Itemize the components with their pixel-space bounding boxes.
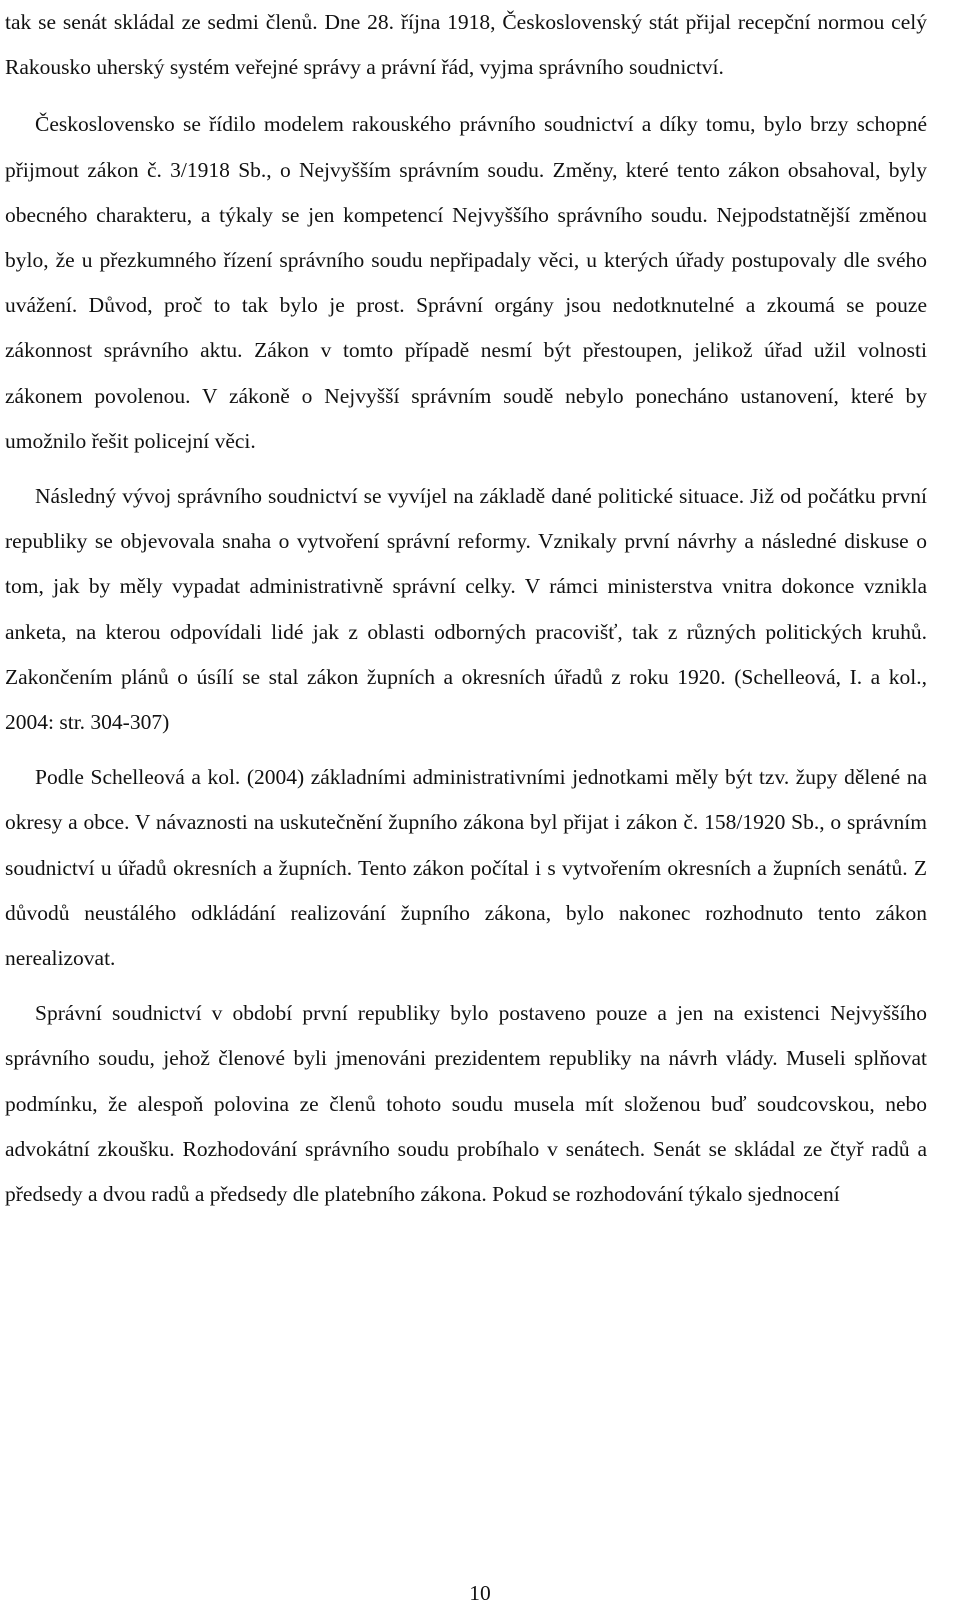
paragraph-4: Podle Schelleová a kol. (2004) základními administrativními jednotkami měly být tzv. župy dělené na okresy a obce. V návaznosti na uskutečnění župního zákona byl přijat i zákon č. 158/1920 Sb., o správním soudnictví u úřadů okresních a župních. Tento zákon počítal i s vytvořením okresních a župních senátů. Z důvodů neustálého odkládání realizování župního zákona, bylo nakonec rozhodnuto tento zákon nerealizovat. — [5, 765, 927, 971]
paragraph-5: Správní soudnictví v období první republiky bylo postaveno pouze a jen na existenci Nejvyššího správního soudu, jehož členové byli jmenováni prezidentem republiky na návrh vlády. Museli splňovat podmínku, že alespoň polovina ze členů tohoto soudu musela mít složenou buď soudcovskou, nebo advokátní zkoušku. Rozhodování správního soudu probíhalo v senátech. Senát se skládal ze čtyř radů a předsedy a dvou radů a předsedy dle platebního zákona. Pokud se rozhodování týkalo sjednocení — [5, 1001, 927, 1207]
page-body — [5, 0, 927, 1217]
paragraph-1: tak se senát skládal ze sedmi členů. Dne 28. října 1918, Československý stát přijal recepční normou celý Rakousko uherský systém veřejné správy a právní řád, vyjma správního soudnictví. — [5, 10, 927, 80]
paragraph-3: Následný vývoj správního soudnictví se vyvíjel na základě dané politické situace. Již od počátku první republiky se objevovala snaha o vytvoření správní reformy. Vznikaly první návrhy a následné diskuse o tom, jak by měly vypadat administrativně správní celky. V rámci ministerstva vnitra dokonce vznikla anketa, na kterou odpovídali lidé jak z oblasti odborných pracovišť, tak z různých politických kruhů. Zakončením plánů o úsílí se stal zákon župních a okresních úřadů z roku 1920. (Schelleová, I. a kol., 2004: str. 304-307) — [5, 484, 927, 735]
page-number: 10 — [469, 1581, 491, 1605]
paragraph-2: Československo se řídilo modelem rakouského právního soudnictví a díky tomu, bylo brzy schopné přijmout zákon č. 3/1918 Sb., o Nejvyšším správním soudu. Změny, které tento zákon obsahoval, byly obecného charakteru, a týkaly se jen kompetencí Nejvyššího správního soudu. Nejpodstatnější změnou bylo, že u přezkumného řízení správního soudu nepřipadaly věci, u kterých úřady postupovaly dle svého uvážení. Důvod, proč to tak bylo je prost. Správní orgány jsou nedotknutelné a zkoumá se pouze zákonnost správního aktu. Zákon v tomto případě nesmí být přestoupen, jelikož úřad užil volnosti zákonem povolenou. V zákoně o Nejvyšší správním soudě nebylo ponecháno ustanovení, které by umožnilo řešit policejní věci. — [5, 112, 927, 453]
